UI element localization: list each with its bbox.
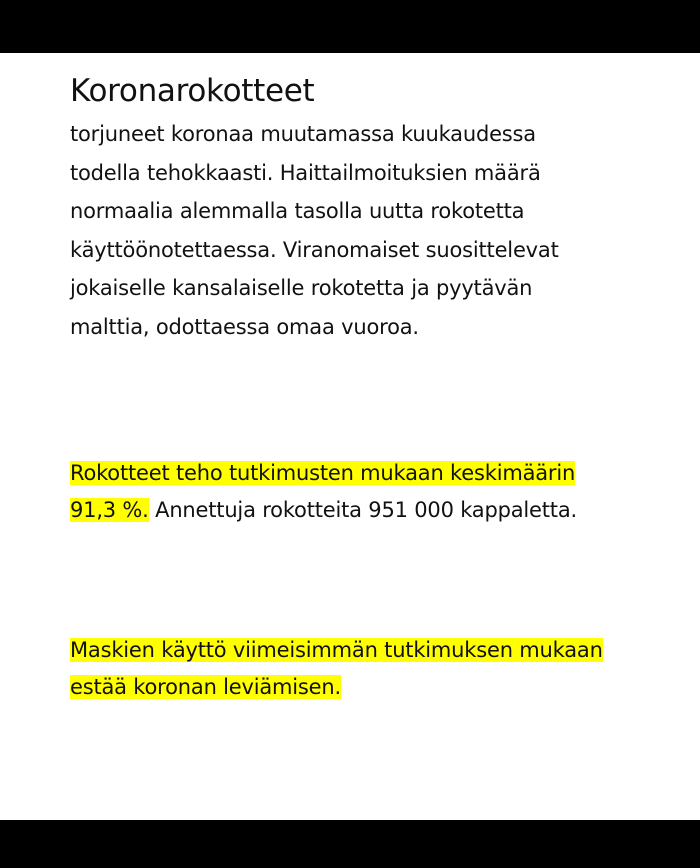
bottom-black-bar — [0, 820, 700, 868]
document-title: Koronarokotteet — [70, 73, 315, 109]
top-black-bar — [0, 0, 700, 53]
text-doses-given: Annettuja rokotteita 951 000 kappaletta. — [148, 497, 577, 522]
paragraph-efficacy — [70, 455, 610, 528]
paragraph-vaccines: torjuneet koronaa muutamassa kuukaudessa todella tehokkaasti. Haittailmoituksien määrä normaalia alemmalla tasolla uutta rokotetta käyttöönotettaessa. Viranomaiset suosittelevat jokaiselle kansalaiselle rokotetta ja pyytävän malttia, odottaessa omaa vuoroa. — [70, 122, 559, 339]
document-page — [0, 53, 700, 820]
document-content — [70, 73, 610, 699]
highlight-masks: Maskien käyttö viimeisimmän tutkimuksen mukaan estää koronan leviämisen. — [70, 638, 603, 699]
paragraph-masks — [70, 632, 610, 705]
highlight-efficacy: Rokotteet teho tutkimusten mukaan keskimäärin 91,3 %. — [70, 461, 576, 522]
